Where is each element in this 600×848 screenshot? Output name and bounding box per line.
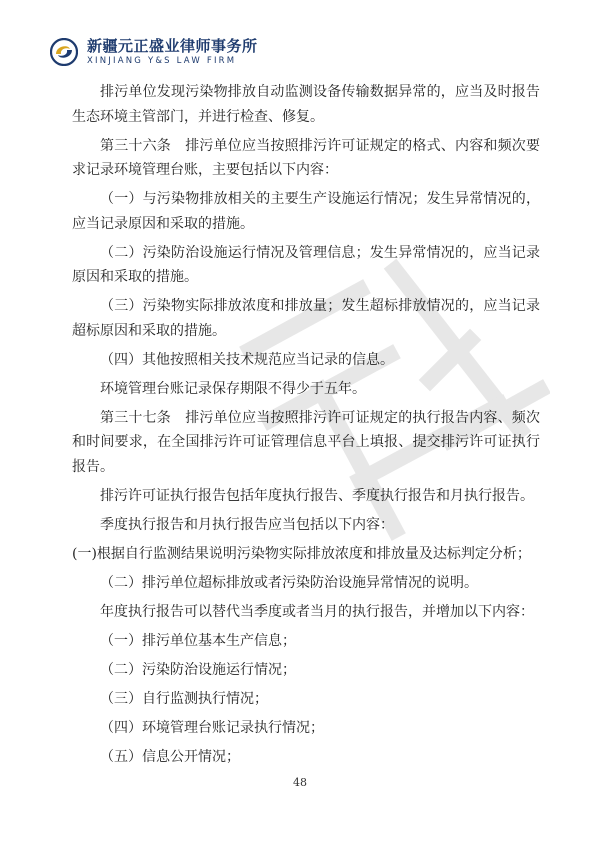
list-item: （四）环境管理台账记录执行情况； <box>100 719 324 736</box>
list-item: （三）污染物实际排放浓度和排放量；发生超标排放情况的，应当记录超标原因和采取的措施。 <box>72 298 540 339</box>
swirl-logo-icon <box>50 38 78 66</box>
paragraph: 排污许可证执行报告包括年度执行报告、季度执行报告和月执行报告。 <box>100 487 534 504</box>
list-item: （二）污染防治设施运行情况； <box>100 661 296 678</box>
article-37: 第三十七条 排污单位应当按照排污许可证规定的执行报告内容、频次和时间要求，在全国排污许可证管理信息平台上填报、提交排污许可证执行报告。 <box>72 409 540 475</box>
list-item: （一）排污单位基本生产信息； <box>100 632 296 649</box>
list-item: （五）信息公开情况； <box>100 748 240 765</box>
page-header <box>50 30 258 74</box>
article-36: 第三十六条 排污单位应当按照排污许可证规定的格式、内容和频次要求记录环境管理台账，主要包括以下内容： <box>72 137 540 178</box>
list-item: （二）排污单位超标排放或者污染防治设施异常情况的说明。 <box>100 574 478 591</box>
paragraph: 环境管理台账记录保存期限不得少于五年。 <box>100 380 366 397</box>
page-number: 48 <box>293 776 307 789</box>
paragraph: 排污单位发现污染物排放自动监测设备传输数据异常的，应当及时报告生态环境主管部门，并进行检查、修复。 <box>72 84 540 125</box>
firm-name-cn: 新疆元正盛业律师事务所 <box>87 36 258 55</box>
firm-name <box>87 36 258 66</box>
list-item: （一）与污染物排放相关的主要生产设施运行情况；发生异常情况的，应当记录原因和采取的措施。 <box>72 191 540 232</box>
document-body <box>72 80 540 774</box>
paragraph: 季度执行报告和月执行报告应当包括以下内容： <box>100 516 394 533</box>
list-item: （二）污染防治设施运行情况及管理信息；发生异常情况的，应当记录原因和采取的措施。 <box>72 244 540 285</box>
list-item: （三）自行监测执行情况； <box>100 690 268 707</box>
firm-name-en: XINJIANG Y&S LAW FIRM <box>87 55 237 66</box>
list-item: （四）其他按照相关技术规范应当记录的信息。 <box>100 351 394 368</box>
paragraph: 年度执行报告可以替代当季度或者当月的执行报告，并增加以下内容： <box>100 603 534 620</box>
list-item: (一)根据自行监测结果说明污染物实际排放浓度和排放量及达标判定分析； <box>72 545 531 562</box>
